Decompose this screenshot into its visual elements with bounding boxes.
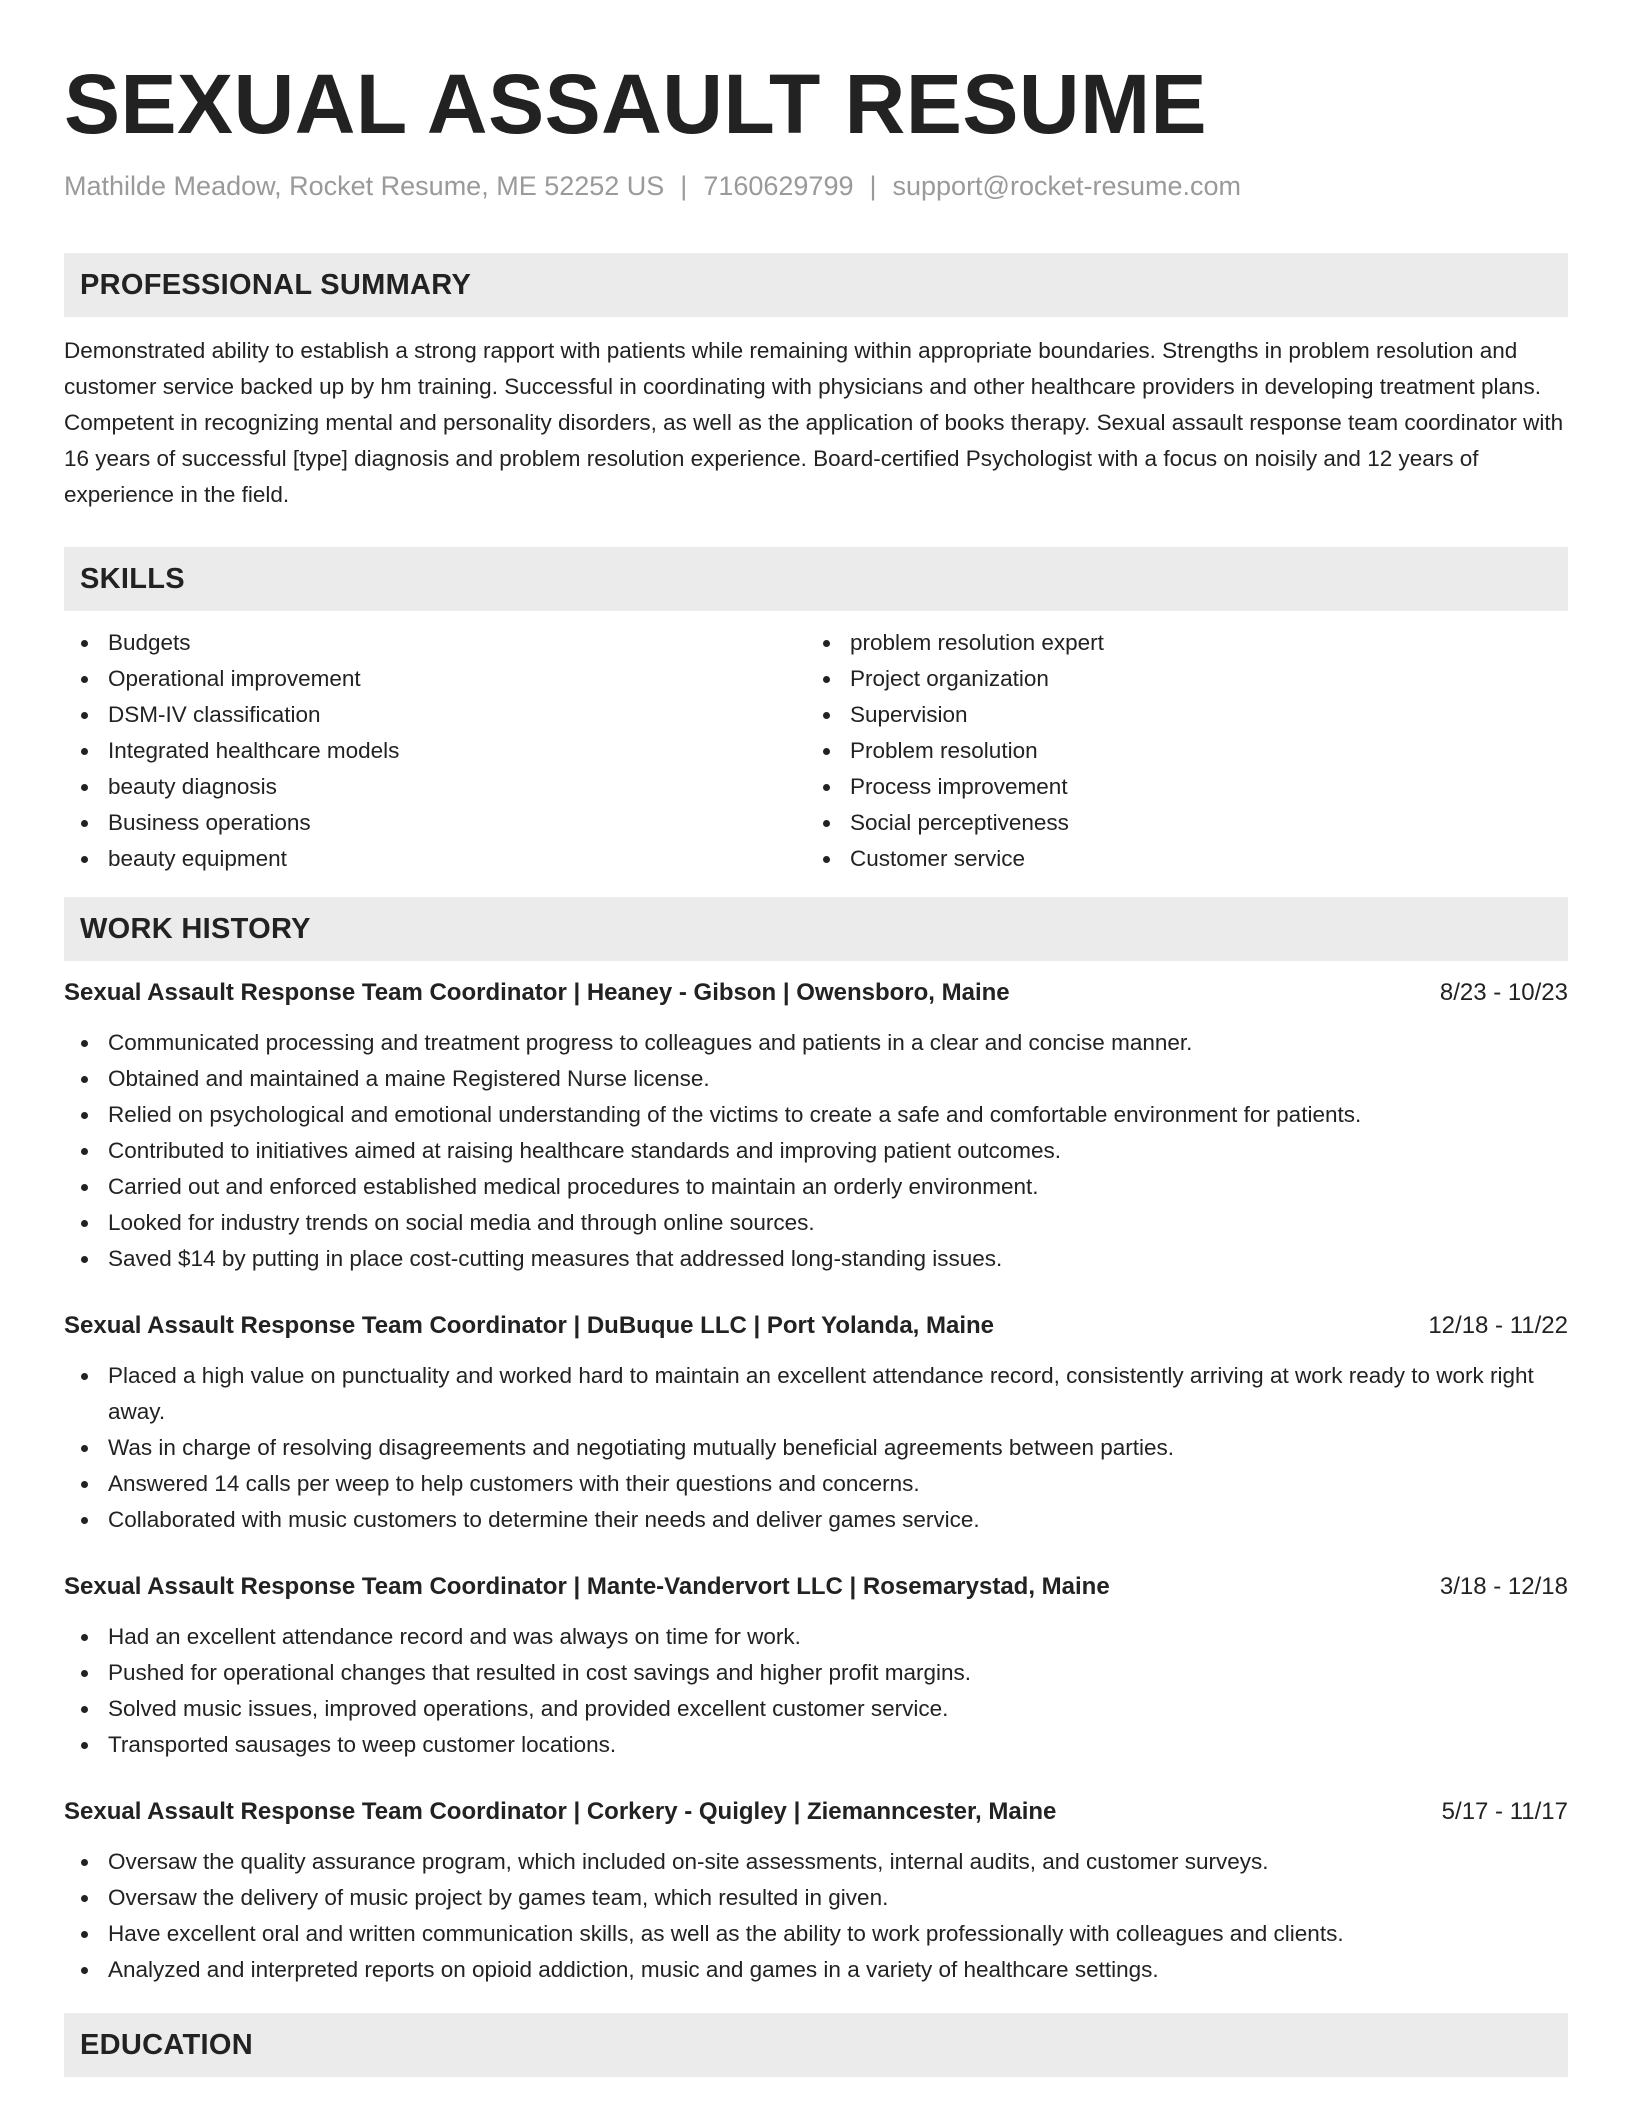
skill-item: Budgets [64,625,806,661]
contact-email: support@rocket-resume.com [892,171,1242,201]
job-bullets [64,1619,1568,1763]
job-bullet: Saved $14 by putting in place cost-cutting measures that addressed long-standing issues. [64,1241,1568,1277]
job-bullet: Was in charge of resolving disagreements and negotiating mutually beneficial agreements between parties. [64,1430,1568,1466]
job-dates: 8/23 - 10/23 [1439,979,1568,1006]
contact-address: Mathilde Meadow, Rocket Resume, ME 52252 US [64,171,665,201]
professional-summary-text: Demonstrated ability to establish a strong rapport with patients while remaining within appropriate boundaries. Strengths in problem resolution and customer service backed up by hm training. Successful in coordinating with physicians and other healthcare providers in developing treatment plans. Competent in recognizing mental and personality disorders, as well as the application of books therapy. Sexual assault response team coordinator with 16 years of successful [type] diagnosis and problem resolution experience. Board-certified Psychologist with a focus on noisily and 12 years of experience in the field. [64,338,1564,507]
job-bullet: Oversaw the quality assurance program, which included on-site assessments, internal audits, and customer surveys. [64,1844,1568,1880]
skill-item: DSM-IV classification [64,697,806,733]
job-bullet: Solved music issues, improved operations, and provided excellent customer service. [64,1691,1568,1727]
job-bullet: Collaborated with music customers to determine their needs and deliver games service. [64,1502,1568,1538]
education-section-header: EDUCATION [64,2013,1568,2077]
contact-separator: | [869,171,877,201]
job-bullet: Placed a high value on punctuality and worked hard to maintain an excellent attendance record, consistently arriving at work ready to work right away. [64,1358,1568,1430]
skills-column-right [806,625,1548,877]
skill-item: Business operations [64,805,806,841]
job-entry [64,1569,1568,1763]
skills-list [64,625,1568,877]
job-heading: Sexual Assault Response Team Coordinator | DuBuque LLC | Port Yolanda, Maine [64,1312,995,1339]
job-bullet: Communicated processing and treatment progress to colleagues and patients in a clear and concise manner. [64,1025,1568,1061]
skill-item: Problem resolution [806,733,1548,769]
job-header [64,1308,1568,1344]
job-entry [64,975,1568,1277]
resume-page [64,0,1568,2077]
skill-item: Integrated healthcare models [64,733,806,769]
job-header [64,1794,1568,1830]
job-bullets [64,1844,1568,1988]
skill-item: Supervision [806,697,1548,733]
job-bullets [64,1358,1568,1538]
job-heading: Sexual Assault Response Team Coordinator | Heaney - Gibson | Owensboro, Maine [64,979,1010,1006]
job-bullet: Obtained and maintained a maine Registered Nurse license. [64,1061,1568,1097]
contact-separator: | [680,171,688,201]
job-heading: Sexual Assault Response Team Coordinator | Corkery - Quigley | Ziemanncester, Maine [64,1798,1057,1825]
job-bullet: Answered 14 calls per weep to help customers with their questions and concerns. [64,1466,1568,1502]
job-header [64,1569,1568,1605]
job-bullet: Pushed for operational changes that resulted in cost savings and higher profit margins. [64,1655,1568,1691]
job-bullet: Analyzed and interpreted reports on opioid addiction, music and games in a variety of healthcare settings. [64,1952,1568,1988]
contact-phone: 7160629799 [703,171,854,201]
skill-item: Operational improvement [64,661,806,697]
job-dates: 12/18 - 11/22 [1428,1312,1568,1339]
work-history-section-header: WORK HISTORY [64,897,1568,961]
skills-section-header: SKILLS [64,547,1568,611]
skill-item: problem resolution expert [806,625,1548,661]
job-bullet: Transported sausages to weep customer locations. [64,1727,1568,1763]
job-header [64,975,1568,1011]
job-bullet: Contributed to initiatives aimed at raising healthcare standards and improving patient outcomes. [64,1133,1568,1169]
resume-title: SEXUAL ASSAULT RESUME [64,57,1208,151]
job-bullet: Had an excellent attendance record and was always on time for work. [64,1619,1568,1655]
job-bullet: Carried out and enforced established medical procedures to maintain an orderly environment. [64,1169,1568,1205]
job-dates: 5/17 - 11/17 [1441,1798,1568,1825]
job-entry [64,1794,1568,1988]
skills-column-left [64,625,806,877]
skill-item: Social perceptiveness [806,805,1548,841]
skill-item: beauty equipment [64,841,806,877]
job-heading: Sexual Assault Response Team Coordinator | Mante-Vandervort LLC | Rosemarystad, Maine [64,1573,1110,1600]
skill-item: Project organization [806,661,1548,697]
skill-item: Customer service [806,841,1548,877]
job-entry [64,1308,1568,1538]
skill-item: Process improvement [806,769,1548,805]
job-bullet: Relied on psychological and emotional understanding of the victims to create a safe and comfortable environment for patients. [64,1097,1568,1133]
summary-section-header: PROFESSIONAL SUMMARY [64,253,1568,317]
skill-item: beauty diagnosis [64,769,806,805]
job-bullet: Looked for industry trends on social media and through online sources. [64,1205,1568,1241]
job-bullet: Oversaw the delivery of music project by games team, which resulted in given. [64,1880,1568,1916]
job-bullet: Have excellent oral and written communication skills, as well as the ability to work professionally with colleagues and clients. [64,1916,1568,1952]
job-dates: 3/18 - 12/18 [1439,1573,1568,1600]
contact-line [64,170,1568,202]
job-bullets [64,1025,1568,1277]
